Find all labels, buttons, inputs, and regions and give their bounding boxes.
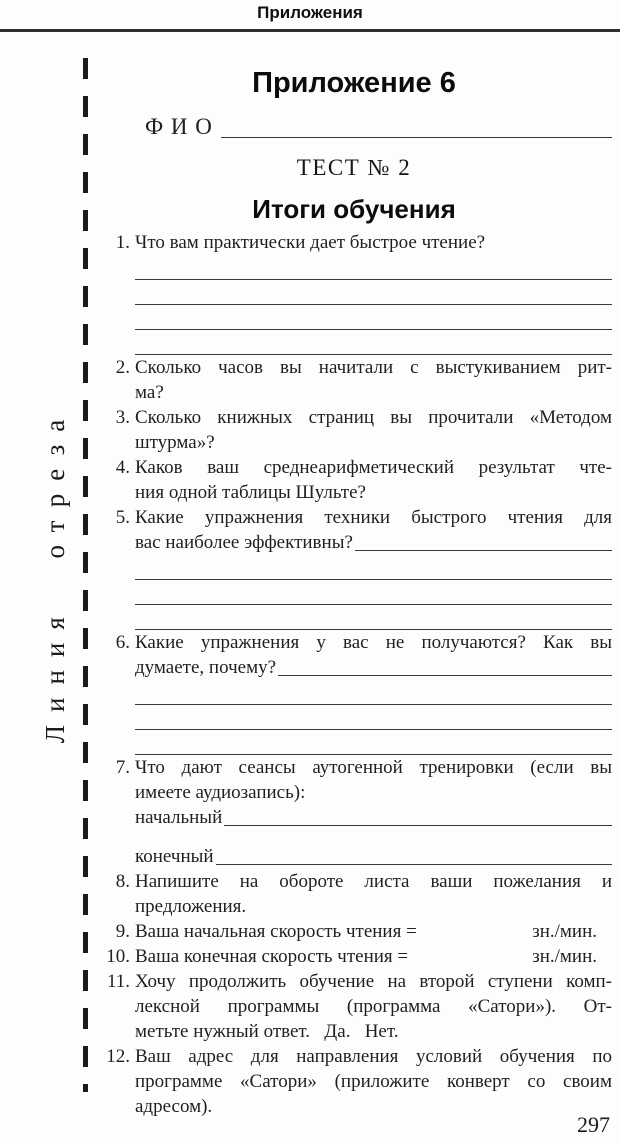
question-text: адресом). bbox=[135, 1096, 213, 1117]
question-text: метьте нужный ответ. Да. Нет. bbox=[135, 1021, 399, 1042]
question-item-7 bbox=[96, 755, 612, 869]
header-rule bbox=[0, 29, 620, 32]
question-number: 9. bbox=[115, 921, 130, 942]
question-text: Хочу продолжить обучение на второй ступени комп- bbox=[135, 971, 612, 992]
question-number: 6. bbox=[115, 632, 130, 653]
form-content bbox=[96, 62, 612, 1119]
fio-label: Ф И О bbox=[145, 114, 213, 139]
answer-line bbox=[135, 580, 612, 605]
question-text: Ваша конечная скорость чтения = bbox=[135, 946, 409, 967]
question-item-3 bbox=[96, 405, 612, 455]
fio-answer-line bbox=[221, 113, 612, 138]
question-item-4 bbox=[96, 455, 612, 505]
question-text: ма? bbox=[135, 382, 164, 403]
answer-line bbox=[135, 305, 612, 330]
question-number: 7. bbox=[115, 757, 130, 778]
question-number: 4. bbox=[115, 457, 130, 478]
question-text: начальный bbox=[135, 807, 223, 828]
question-item-6 bbox=[96, 630, 612, 755]
answer-line bbox=[224, 805, 612, 826]
question-text: Какие упражнения у вас не получаются? Как вы bbox=[135, 632, 612, 653]
question-item-10 bbox=[96, 944, 612, 969]
test-title: ТЕСТ № 2 bbox=[296, 155, 412, 180]
question-text: лексной программы (программа «Сатори»). От- bbox=[135, 996, 612, 1017]
question-text: Что вам практически дает быстрое чтение? bbox=[135, 232, 486, 253]
answer-line bbox=[216, 844, 612, 865]
answer-line bbox=[135, 680, 612, 705]
page-number: 297 bbox=[577, 1112, 610, 1137]
question-item-12 bbox=[96, 1044, 612, 1119]
question-item-11 bbox=[96, 969, 612, 1044]
answer-line bbox=[135, 605, 612, 630]
question-list bbox=[96, 230, 612, 1119]
page-header: Приложения bbox=[257, 3, 363, 22]
question-number: 5. bbox=[115, 507, 130, 528]
question-number: 3. bbox=[115, 407, 130, 428]
question-text: ния одной таблицы Шульте? bbox=[135, 482, 366, 503]
question-number: 12. bbox=[106, 1046, 130, 1067]
cut-line-label: Линия отреза bbox=[40, 406, 70, 744]
question-text: программе «Сатори» (приложите конверт со своим bbox=[135, 1071, 612, 1092]
question-text: Что дают сеансы аутогенной тренировки (если вы bbox=[135, 757, 612, 778]
section-title: Итоги обучения bbox=[252, 194, 456, 224]
question-text: думаете, почему? bbox=[135, 657, 277, 678]
question-item-9 bbox=[96, 919, 612, 944]
question-number: 1. bbox=[115, 232, 130, 253]
cut-dashed-line bbox=[83, 58, 88, 1092]
answer-line bbox=[135, 330, 612, 355]
question-text: конечный bbox=[135, 846, 214, 867]
question-item-8 bbox=[96, 869, 612, 919]
question-text: Ваш адрес для направления условий обучения по bbox=[135, 1046, 612, 1067]
answer-line bbox=[355, 530, 612, 551]
fio-row bbox=[96, 113, 612, 141]
answer-line bbox=[135, 730, 612, 755]
question-text: Ваша начальная скорость чтения = bbox=[135, 921, 417, 942]
question-item-2 bbox=[96, 355, 612, 405]
question-text: Напишите на обороте листа ваши пожелания и bbox=[135, 871, 612, 892]
question-item-1 bbox=[96, 230, 612, 355]
question-text: имеете аудиозапись): bbox=[135, 782, 306, 803]
answer-line bbox=[135, 255, 612, 280]
answer-line bbox=[135, 705, 612, 730]
appendix-title: Приложение 6 bbox=[252, 67, 456, 99]
question-text: Какие упражнения техники быстрого чтения для bbox=[135, 507, 612, 528]
unit-label: зн./мин. bbox=[532, 946, 597, 967]
question-text: Каков ваш среднеарифметический результат чте- bbox=[135, 457, 612, 478]
question-text: вас наиболее эффективны? bbox=[135, 532, 353, 553]
question-number: 8. bbox=[115, 871, 130, 892]
question-item-5 bbox=[96, 505, 612, 630]
answer-line bbox=[135, 280, 612, 305]
question-text: Сколько книжных страниц вы прочитали «Методом bbox=[135, 407, 612, 428]
answer-line bbox=[135, 555, 612, 580]
question-text: штурма»? bbox=[135, 432, 215, 453]
question-text: предложения. bbox=[135, 896, 247, 917]
question-number: 10. bbox=[106, 946, 130, 967]
unit-label: зн./мин. bbox=[532, 921, 597, 942]
question-number: 11. bbox=[106, 971, 130, 992]
question-number: 2. bbox=[115, 357, 130, 378]
question-text: Сколько часов вы начитали с выстукиванием рит- bbox=[135, 357, 612, 378]
answer-line bbox=[278, 655, 612, 676]
